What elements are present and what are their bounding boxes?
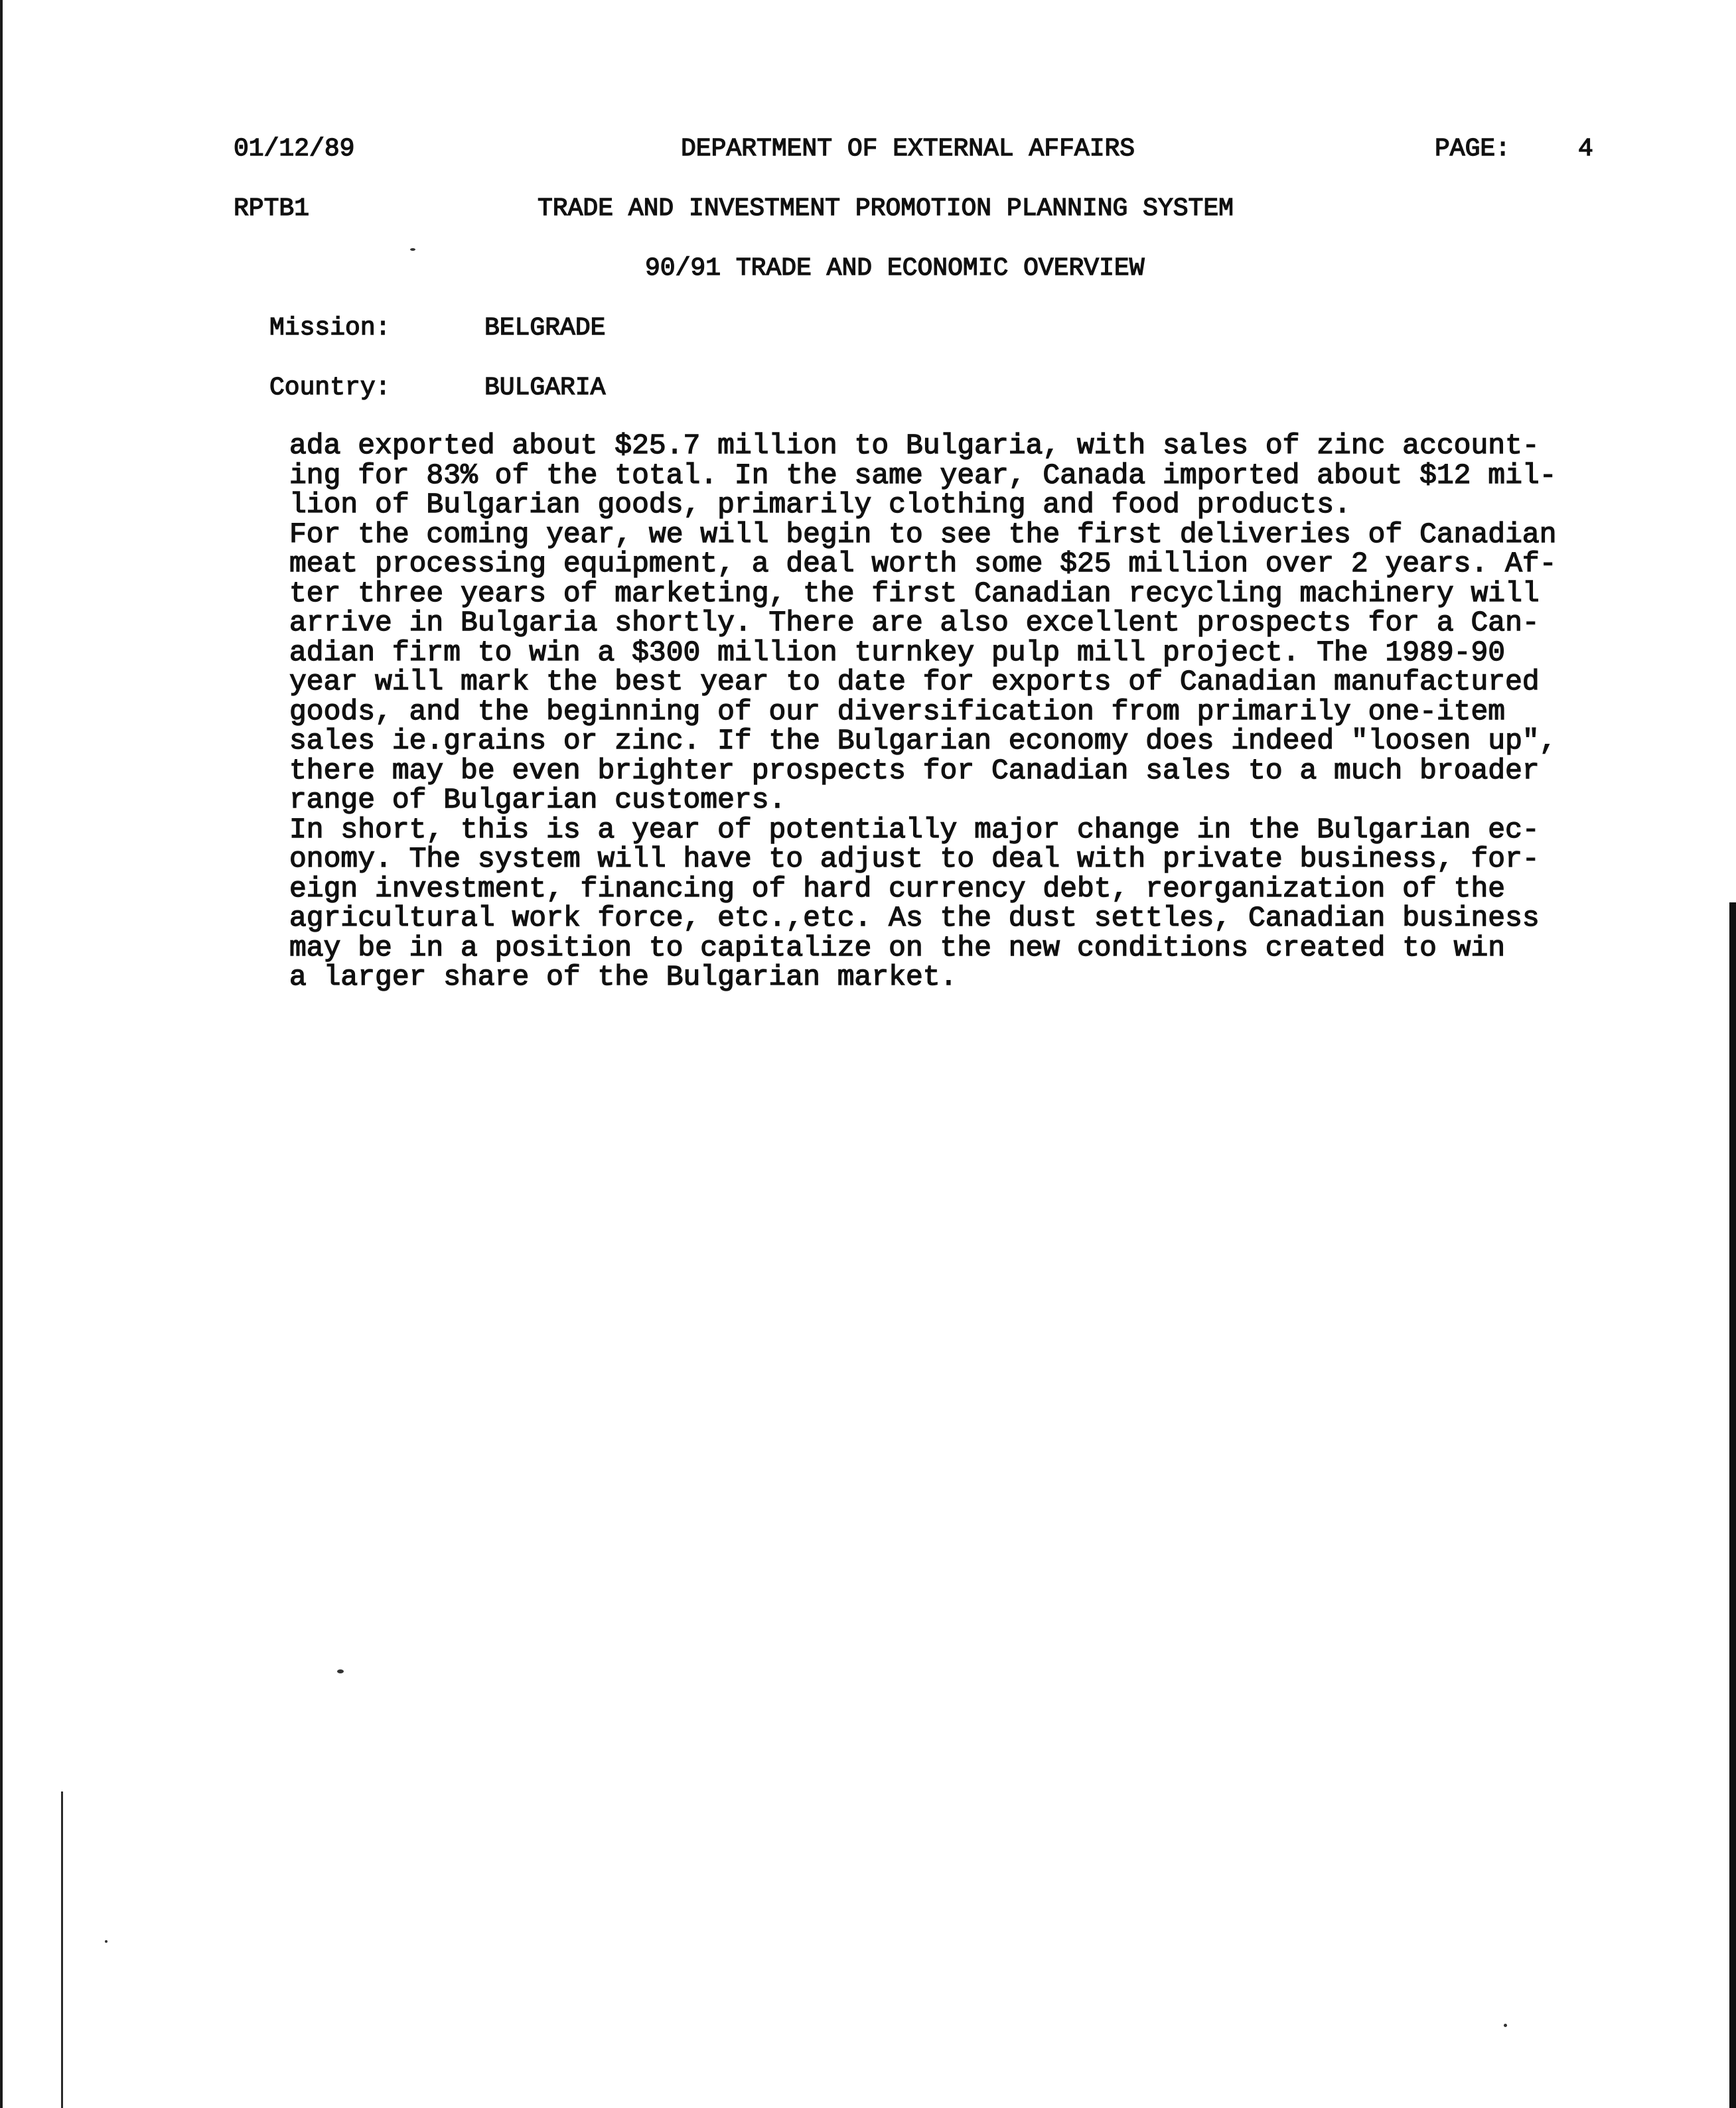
body-line: ter three years of marketing, the first Canadian recycling machinery will (289, 577, 1540, 610)
report-date: 01/12/89 (234, 135, 355, 163)
overview-title: 90/91 TRADE AND ECONOMIC OVERVIEW (645, 254, 1145, 283)
department-title: DEPARTMENT OF EXTERNAL AFFAIRS (681, 135, 1135, 163)
body-line: may be in a position to capitalize on the new conditions created to win (289, 931, 1506, 964)
body-line: lion of Bulgarian goods, primarily clothing and food products. (289, 488, 1351, 521)
system-title: TRADE AND INVESTMENT PROMOTION PLANNING SYSTEM (538, 194, 1234, 223)
overview-body (289, 431, 1617, 993)
scan-speck (105, 1940, 108, 1943)
scan-edge-right (1729, 902, 1736, 2108)
body-line: there may be even brighter prospects for Canadian sales to a much broader (289, 754, 1540, 787)
body-line: onomy. The system will have to adjust to deal with private business, for- (289, 843, 1540, 875)
scan-edge-left-inner (61, 1792, 63, 2108)
body-line: year will mark the best year to date for exports of Canadian manufactured (289, 666, 1540, 698)
body-line: For the coming year, we will begin to see the first deliveries of Canadian (289, 518, 1557, 551)
body-line: meat processing equipment, a deal worth some $25 million over 2 years. Af- (289, 547, 1557, 580)
body-line: In short, this is a year of potentially major change in the Bulgarian ec- (289, 813, 1540, 846)
body-line: ing for 83% of the total. In the same year, Canada imported about $12 mil- (289, 458, 1557, 492)
scan-speck (410, 248, 415, 251)
body-line: eign investment, financing of hard currency debt, reorganization of the (289, 872, 1506, 905)
scan-speck (337, 1669, 344, 1673)
country-value: BULGARIA (484, 374, 606, 402)
body-line: arrive in Bulgaria shortly. There are also excellent prospects for a Can- (289, 606, 1540, 639)
scan-edge-left (0, 0, 3, 2108)
page-label: PAGE: (1435, 135, 1511, 163)
body-line: goods, and the beginning of our diversification from primarily one-item (289, 695, 1506, 728)
page-number: 4 (1578, 135, 1593, 163)
report-code: RPTB1 (234, 194, 310, 223)
country-label: Country: (269, 374, 391, 402)
body-line: agricultural work force, etc.,etc. As the dust settles, Canadian business (289, 902, 1540, 934)
body-line: ada exported about $25.7 million to Bulgaria, with sales of zinc account- (289, 429, 1540, 462)
mission-value: BELGRADE (484, 314, 606, 342)
scan-speck (1504, 2024, 1507, 2027)
body-line: adian firm to win a $300 million turnkey pulp mill project. The 1989-90 (289, 636, 1506, 669)
body-line: sales ie.grains or zinc. If the Bulgarian economy does indeed "loosen up", (289, 725, 1557, 757)
body-line: a larger share of the Bulgarian market. (289, 961, 958, 993)
body-line: range of Bulgarian customers. (289, 784, 786, 816)
mission-label: Mission: (269, 314, 391, 342)
